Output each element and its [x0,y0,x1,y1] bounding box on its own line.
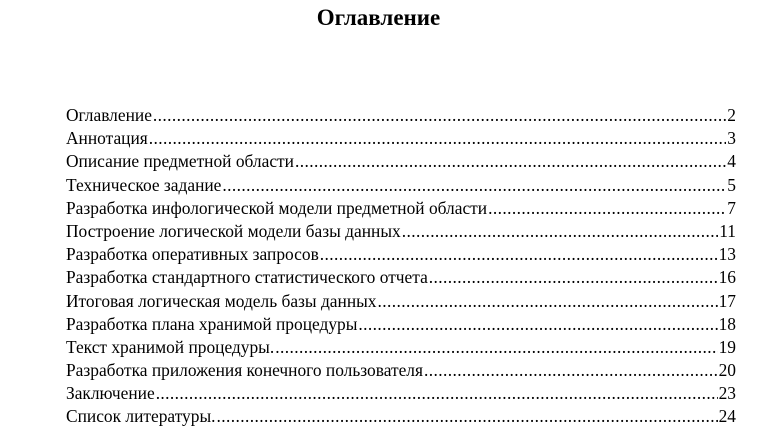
toc-leader-dots [156,382,718,405]
toc-entry-8[interactable] [66,290,736,313]
table-of-contents [66,104,736,429]
toc-entry-title: Аннотация [66,128,148,149]
toc-entry-title: Разработка приложения конечного пользователя [66,360,423,381]
toc-leader-dots [222,174,726,197]
toc-page-number: 20 [718,360,736,381]
toc-entry-13[interactable] [66,405,736,428]
toc-entry-4[interactable] [66,197,736,220]
toc-leader-dots [275,336,717,359]
toc-page-number: 5 [727,174,736,195]
toc-entry-3[interactable] [66,174,736,197]
toc-page-number: 24 [718,406,736,427]
toc-leader-dots [424,359,718,382]
toc-page-number: 3 [727,128,736,149]
toc-entry-title: Разработка стандартного статистического отчета [66,267,428,288]
toc-page-number: 13 [718,244,736,265]
toc-entry-9[interactable] [66,313,736,336]
toc-entry-0[interactable] [66,104,736,127]
toc-entry-title: Список литературы. [66,406,216,427]
toc-entry-6[interactable] [66,243,736,266]
toc-leader-dots [378,290,718,313]
toc-page-number: 19 [718,336,736,357]
toc-leader-dots [153,104,726,127]
page-title: Оглавление [316,5,441,30]
toc-page-number: 17 [718,290,736,311]
toc-entry-2[interactable] [66,150,736,173]
toc-page-number: 11 [719,220,736,241]
toc-entry-title: Разработка инфологической модели предметной области [66,197,488,218]
toc-page-number: 2 [727,105,736,125]
toc-entry-11[interactable] [66,359,736,382]
toc-page-number: 18 [718,313,736,334]
toc-entry-title: Техническое задание [66,174,222,195]
toc-entry-5[interactable] [66,220,736,243]
toc-entry-title: Заключение [66,383,155,404]
toc-leader-dots [320,243,718,266]
toc-leader-dots [149,127,727,150]
toc-page-number: 23 [718,383,736,404]
toc-entry-title: Итоговая логическая модель базы данных [66,290,377,311]
toc-entry-title: Описание предметной области [66,151,294,172]
toc-leader-dots [488,197,726,220]
toc-entry-12[interactable] [66,382,736,405]
toc-entry-title: Разработка плана хранимой процедуры [66,313,358,334]
toc-entry-title: Построение логической модели базы данных [66,220,401,241]
toc-entry-title: Разработка оперативных запросов [66,244,319,265]
toc-entry-7[interactable] [66,266,736,289]
toc-entry-title: Оглавление [66,105,152,125]
toc-entry-title: Текст хранимой процедуры. [66,336,275,357]
toc-entry-1[interactable] [66,127,736,150]
toc-leader-dots [402,220,719,243]
toc-page-number: 16 [718,267,736,288]
toc-leader-dots [216,405,717,428]
toc-page-number: 4 [727,151,736,172]
toc-leader-dots [295,150,726,173]
toc-leader-dots [358,313,717,336]
toc-page-number: 7 [727,197,736,218]
toc-entry-10[interactable] [66,336,736,359]
toc-leader-dots [429,266,718,289]
